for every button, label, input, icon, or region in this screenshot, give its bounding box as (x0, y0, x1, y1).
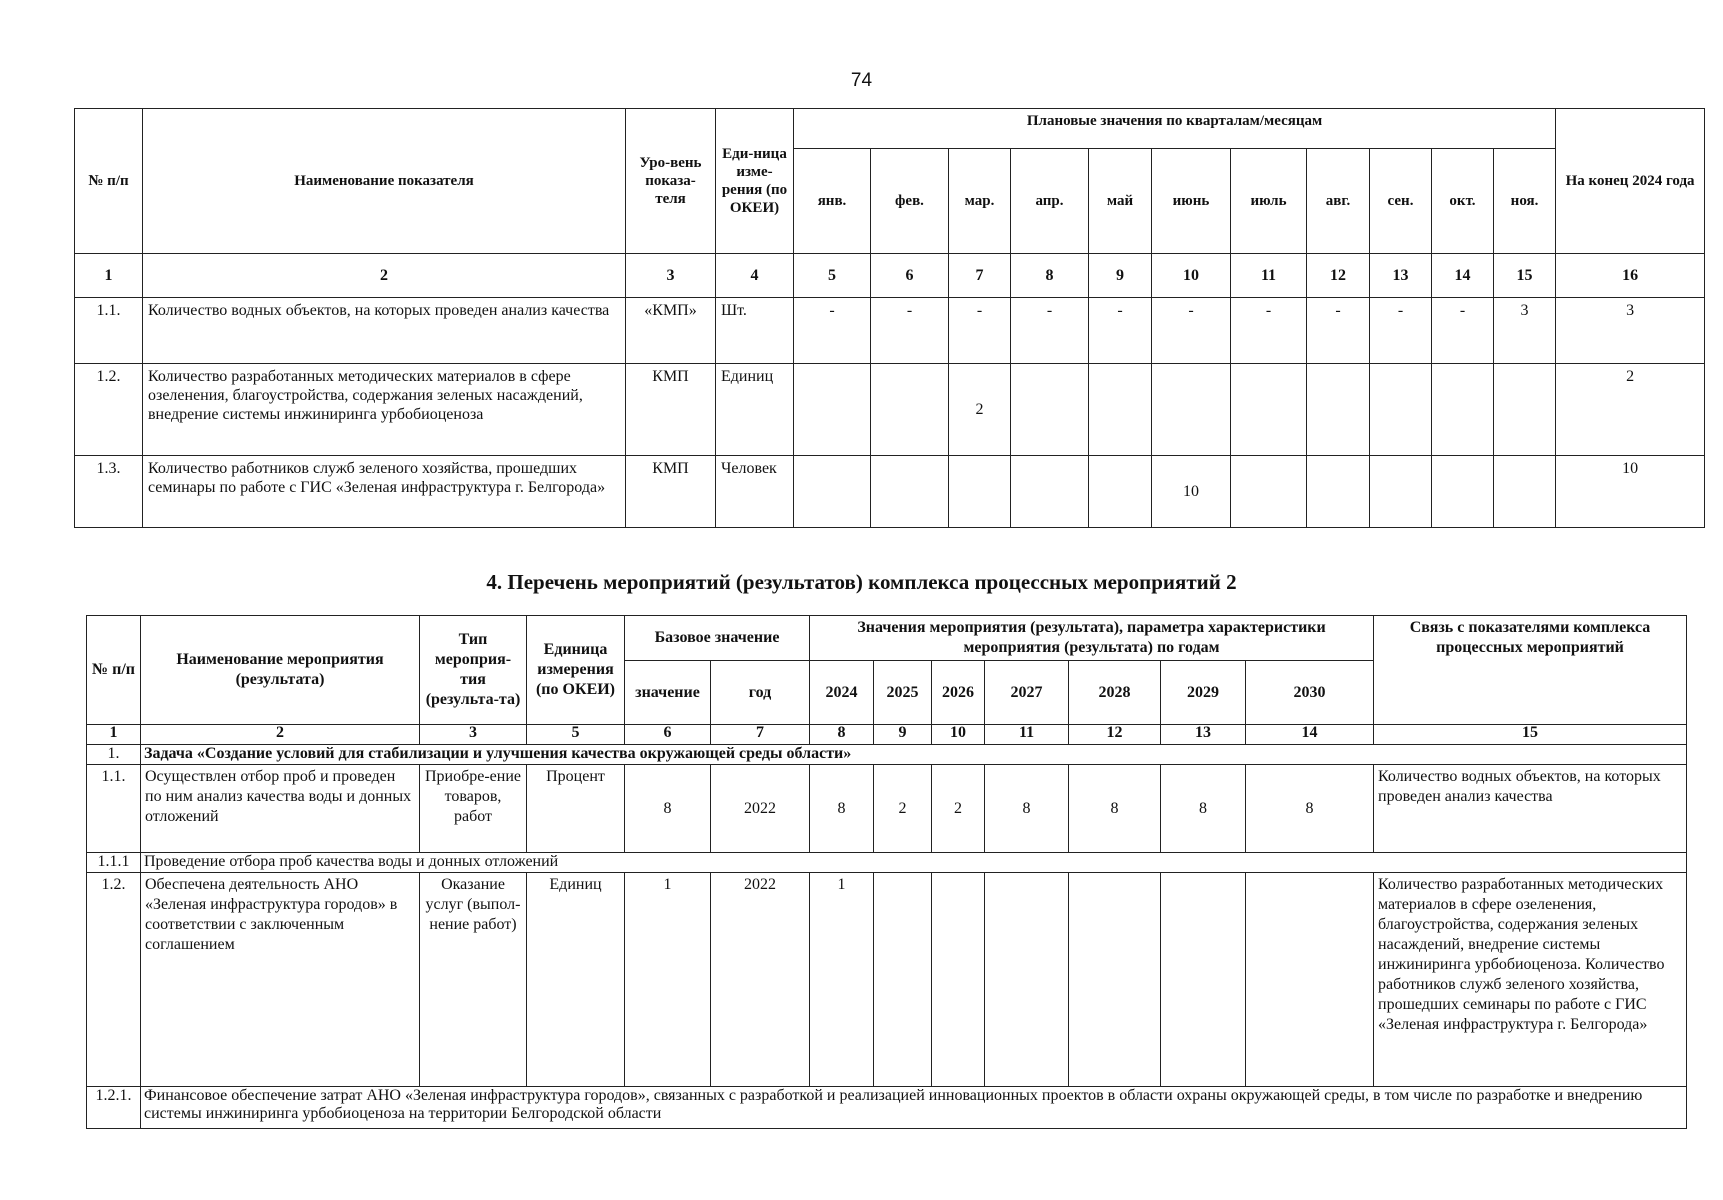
row-year-value (985, 873, 1069, 1087)
task-num: 1. (87, 745, 141, 765)
header-year: 2026 (932, 661, 985, 725)
row-month-value: - (794, 298, 871, 364)
row-month-value: - (1307, 298, 1370, 364)
column-number: 11 (985, 725, 1069, 745)
header-name: Наименование мероприятия (результата) (141, 616, 420, 725)
column-number: 9 (1089, 254, 1152, 298)
task-row (87, 745, 1687, 765)
header-month: июль (1231, 149, 1307, 254)
row-name: Количество разработанных методических материалов в сфере озеленения, благоустройства, содержания зеленых насаждений, внедрение системы инжиниринга урбобиоценоза (143, 364, 626, 456)
header-month: ноя. (1494, 149, 1556, 254)
row-name: Осуществлен отбор проб и проведен по ним анализ качества воды и донных отложений (141, 765, 420, 853)
header-month: окт. (1432, 149, 1494, 254)
subtask-num: 1.1.1 (87, 853, 141, 873)
row-end-value: 10 (1556, 456, 1705, 528)
row-month-value (1011, 456, 1089, 528)
row-month-value (1152, 364, 1231, 456)
page-number: 74 (850, 70, 873, 91)
column-number: 2 (141, 725, 420, 745)
row-month-value (1089, 456, 1152, 528)
row-month-value (949, 456, 1011, 528)
row-end-value: 2 (1556, 364, 1705, 456)
table-row (75, 364, 1705, 456)
row-month-value (871, 364, 949, 456)
header-month: май (1089, 149, 1152, 254)
header-end: На конец 2024 года (1556, 109, 1705, 254)
row-year-value (1161, 873, 1246, 1087)
row-month-value (794, 364, 871, 456)
row-unit: Единиц (716, 364, 794, 456)
row-name: Количество водных объектов, на которых проведен анализ качества (143, 298, 626, 364)
row-type: Приобре-ение товаров, работ (420, 765, 527, 853)
header-base: Базовое значение (625, 616, 810, 661)
row-unit: Человек (716, 456, 794, 528)
column-number: 7 (711, 725, 810, 745)
column-number: 6 (871, 254, 949, 298)
column-number: 12 (1069, 725, 1161, 745)
row-year-value (932, 873, 985, 1087)
row-year-value: 8 (1161, 765, 1246, 853)
header-year: 2028 (1069, 661, 1161, 725)
row-unit: Единиц (527, 873, 625, 1087)
row-month-value (1370, 456, 1432, 528)
column-number: 6 (625, 725, 711, 745)
subtask-num: 1.2.1. (87, 1087, 141, 1129)
header-month: фев. (871, 149, 949, 254)
table-row (87, 873, 1687, 1087)
header-unit: Еди-ница изме-рения (по ОКЕИ) (716, 109, 794, 254)
header-unit: Единица измерения (по ОКЕИ) (527, 616, 625, 725)
row-year-value: 2 (932, 765, 985, 853)
row-month-value (1432, 456, 1494, 528)
column-number: 12 (1307, 254, 1370, 298)
row-month-value (1307, 364, 1370, 456)
table-row (75, 298, 1705, 364)
column-number: 13 (1161, 725, 1246, 745)
task-text: Задача «Создание условий для стабилизации и улучшения качества окружающей среды области» (141, 745, 1687, 765)
row-month-value (1011, 364, 1089, 456)
measures-table (86, 615, 1687, 1129)
row-name: Обеспечена деятельность АНО «Зеленая инфраструктура городов» в соответствии с заключенным соглашением (141, 873, 420, 1087)
header-link: Связь с показателями комплекса процессных мероприятий (1374, 616, 1687, 725)
column-number: 7 (949, 254, 1011, 298)
row-month-value (871, 456, 949, 528)
column-number: 8 (1011, 254, 1089, 298)
row-month-value: - (1089, 298, 1152, 364)
header-year: 2025 (874, 661, 932, 725)
header-base-value: значение (625, 661, 711, 725)
subtask-row (87, 1087, 1687, 1129)
column-number: 15 (1374, 725, 1687, 745)
column-number: 9 (874, 725, 932, 745)
row-base-value: 1 (625, 873, 711, 1087)
row-level: КМП (626, 456, 716, 528)
row-type: Оказание услуг (выпол-нение работ) (420, 873, 527, 1087)
header-base-year: год (711, 661, 810, 725)
row-level: «КМП» (626, 298, 716, 364)
row-base-value: 8 (625, 765, 711, 853)
column-number: 11 (1231, 254, 1307, 298)
column-number: 3 (626, 254, 716, 298)
header-year: 2030 (1246, 661, 1374, 725)
row-year-value (1069, 873, 1161, 1087)
header-month: апр. (1011, 149, 1089, 254)
row-month-value (1432, 364, 1494, 456)
header-num: № п/п (87, 616, 141, 725)
row-num: 1.1. (75, 298, 143, 364)
row-month-value: 10 (1152, 456, 1231, 528)
column-number: 1 (75, 254, 143, 298)
column-number: 5 (527, 725, 625, 745)
row-num: 1.3. (75, 456, 143, 528)
row-month-value: - (949, 298, 1011, 364)
column-number: 3 (420, 725, 527, 745)
row-month-value: - (1231, 298, 1307, 364)
row-year-value: 8 (1246, 765, 1374, 853)
row-month-value (1089, 364, 1152, 456)
table-row (87, 765, 1687, 853)
column-number: 13 (1370, 254, 1432, 298)
column-number: 8 (810, 725, 874, 745)
header-level: Уро-вень показа-теля (626, 109, 716, 254)
row-month-value: - (1152, 298, 1231, 364)
section-title: 4. Перечень мероприятий (результатов) комплекса процессных мероприятий 2 (486, 570, 1237, 594)
header-year: 2027 (985, 661, 1069, 725)
row-base-year: 2022 (711, 873, 810, 1087)
column-number: 14 (1246, 725, 1374, 745)
row-month-value: - (871, 298, 949, 364)
row-num: 1.2. (75, 364, 143, 456)
header-month: авг. (1307, 149, 1370, 254)
subtask-text: Проведение отбора проб качества воды и донных отложений (141, 853, 1687, 873)
column-number: 15 (1494, 254, 1556, 298)
row-month-value: - (1011, 298, 1089, 364)
row-year-value (874, 873, 932, 1087)
table-row (75, 456, 1705, 528)
row-base-year: 2022 (711, 765, 810, 853)
row-year-value: 2 (874, 765, 932, 853)
header-month: янв. (794, 149, 871, 254)
header-num: № п/п (75, 109, 143, 254)
subtask-row (87, 853, 1687, 873)
row-unit: Шт. (716, 298, 794, 364)
header-year: 2024 (810, 661, 874, 725)
row-month-value: 3 (1494, 298, 1556, 364)
row-month-value (794, 456, 871, 528)
column-number: 10 (1152, 254, 1231, 298)
header-month: сен. (1370, 149, 1432, 254)
header-month: мар. (949, 149, 1011, 254)
row-level: КМП (626, 364, 716, 456)
row-month-value (1494, 456, 1556, 528)
row-month-value (1231, 364, 1307, 456)
column-number: 5 (794, 254, 871, 298)
subtask-text: Финансовое обеспечение затрат АНО «Зеленая инфраструктура городов», связанных с разработкой и реализацией инновационных проектов в области охраны окружающей среды, в том числе по разработке и внедрению системы инжиниринга урбобиоценоза на территории Белгородской области (141, 1087, 1687, 1129)
column-number: 1 (87, 725, 141, 745)
row-unit: Процент (527, 765, 625, 853)
row-year-value (1246, 873, 1374, 1087)
row-num: 1.2. (87, 873, 141, 1087)
row-year-value: 8 (1069, 765, 1161, 853)
row-month-value: - (1432, 298, 1494, 364)
row-link: Количество разработанных методических материалов в сфере озеленения, благоустройства, содержания зеленых насаждений, внедрение системы инжиниринга урбобиоценоза. Количество работников служб зеленого хозяйства, прошедших семинары по работе с ГИС «Зеленая инфраструктура г. Белгорода» (1374, 873, 1687, 1087)
row-month-value (1494, 364, 1556, 456)
column-number: 16 (1556, 254, 1705, 298)
row-year-value: 8 (810, 765, 874, 853)
header-name: Наименование показателя (143, 109, 626, 254)
row-year-value: 1 (810, 873, 874, 1087)
indicators-table (74, 108, 1705, 528)
row-name: Количество работников служб зеленого хозяйства, прошедших семинары по работе с ГИС «Зеленая инфраструктура г. Белгорода» (143, 456, 626, 528)
column-number: 2 (143, 254, 626, 298)
header-plan: Плановые значения по кварталам/месяцам (794, 109, 1556, 149)
row-month-value: 2 (949, 364, 1011, 456)
column-number: 10 (932, 725, 985, 745)
row-end-value: 3 (1556, 298, 1705, 364)
column-number: 4 (716, 254, 794, 298)
row-month-value: - (1370, 298, 1432, 364)
column-number: 14 (1432, 254, 1494, 298)
header-values: Значения мероприятия (результата), параметра характеристики мероприятия (результата) по годам (810, 616, 1374, 661)
header-year: 2029 (1161, 661, 1246, 725)
row-month-value (1370, 364, 1432, 456)
header-month: июнь (1152, 149, 1231, 254)
row-month-value (1307, 456, 1370, 528)
row-month-value (1231, 456, 1307, 528)
row-year-value: 8 (985, 765, 1069, 853)
row-link: Количество водных объектов, на которых проведен анализ качества (1374, 765, 1687, 853)
header-type: Тип мероприя-тия (результа-та) (420, 616, 527, 725)
row-num: 1.1. (87, 765, 141, 853)
